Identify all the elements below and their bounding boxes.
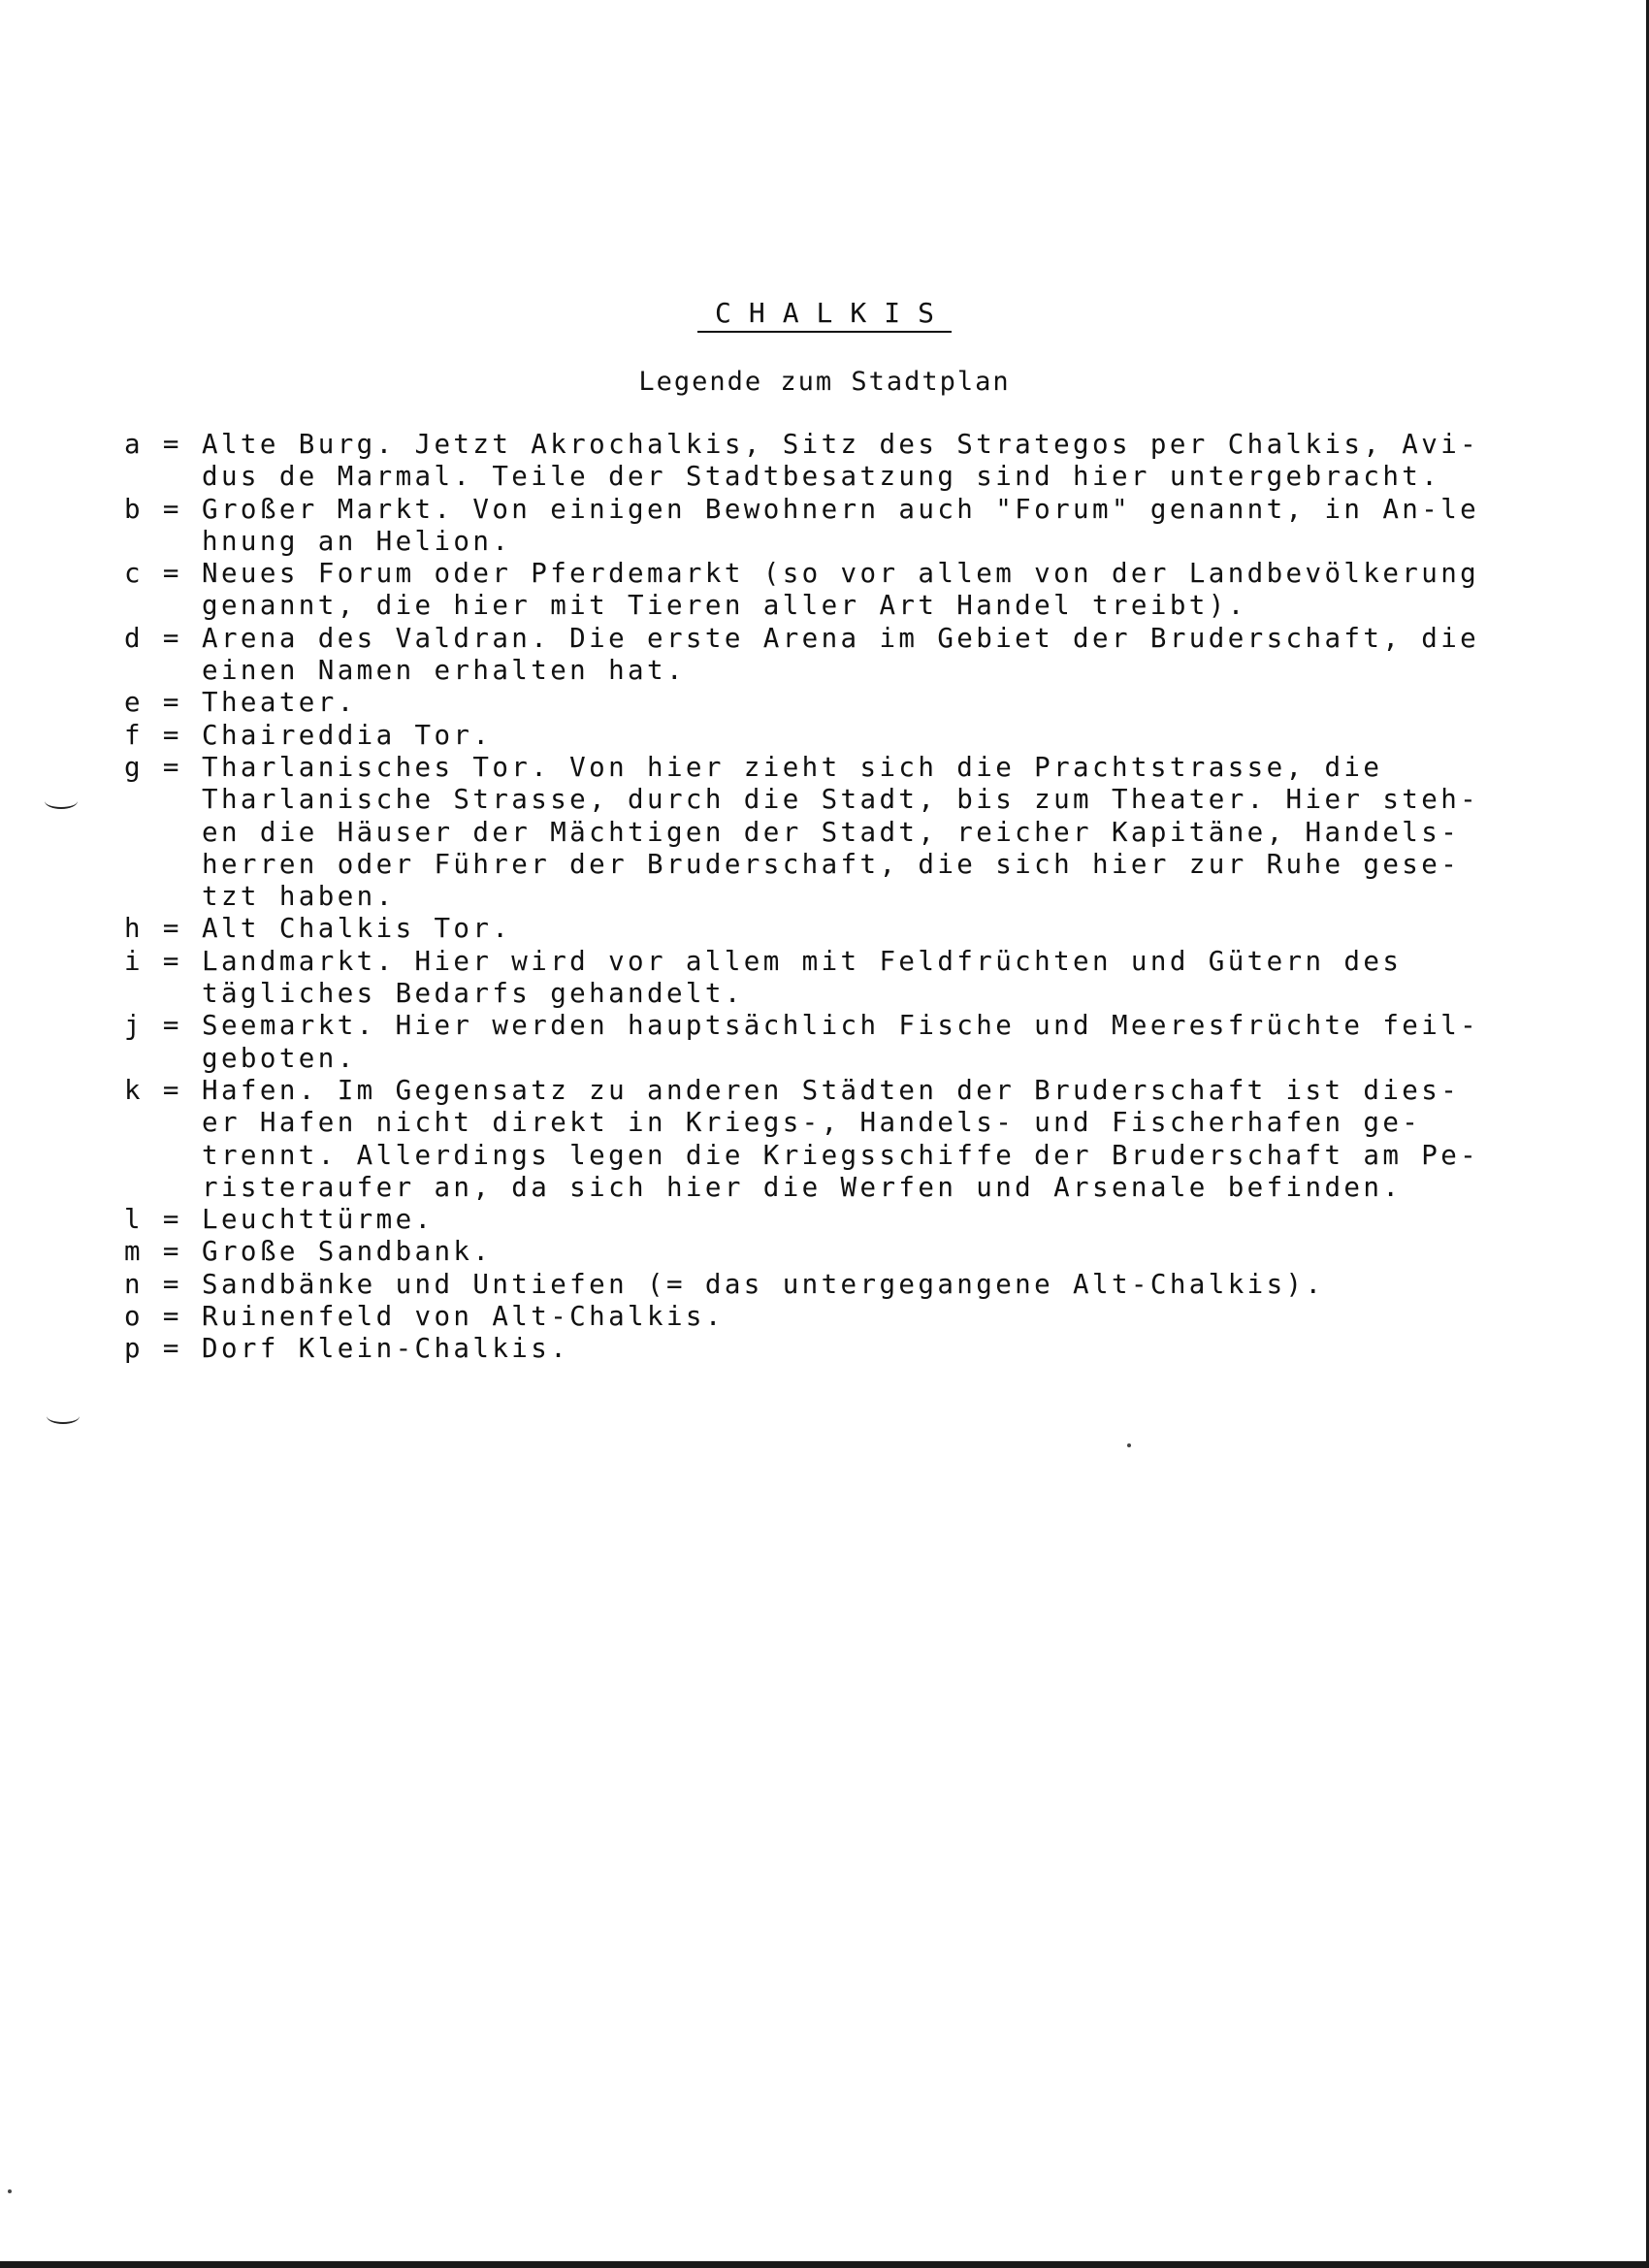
document-subtitle: Legende zum Stadtplan — [638, 367, 1011, 397]
legend-entry — [124, 720, 1502, 752]
document-title-text: CHALKIS — [697, 297, 952, 333]
legend-description-line: er Hafen nicht direkt in Kriegs-, Handels- und Fischerhafen ge- — [202, 1107, 1422, 1139]
legend-entry — [124, 429, 1502, 494]
legend-key: i = — [124, 945, 182, 977]
legend-key: d = — [124, 622, 182, 654]
legend-description-line: hnung an Helion. — [202, 525, 512, 557]
legend-description-line: Theater. — [202, 687, 357, 719]
legend-description — [202, 1301, 1502, 1333]
legend-list — [124, 429, 1502, 1366]
legend-entry — [124, 946, 1502, 1011]
legend-description-line: herren oder Führer der Bruderschaft, die sich hier zur Ruhe gese- — [202, 848, 1461, 880]
legend-key: k = — [124, 1074, 182, 1106]
legend-description-line: Tharlanisches Tor. Von hier zieht sich die Prachtstrasse, die — [202, 751, 1383, 783]
legend-key: m = — [124, 1236, 182, 1268]
legend-description — [202, 1269, 1502, 1301]
margin-pen-mark — [47, 1409, 80, 1424]
legend-key: a = — [124, 429, 182, 460]
legend-entry — [124, 687, 1502, 719]
speck — [8, 2189, 12, 2193]
legend-key: h = — [124, 913, 182, 945]
legend-entry — [124, 1333, 1502, 1365]
legend-description — [202, 1236, 1502, 1268]
legend-description — [202, 687, 1502, 719]
legend-entry — [124, 494, 1502, 559]
legend-entry — [124, 1236, 1502, 1268]
legend-entry — [124, 1301, 1502, 1333]
legend-entry — [124, 1204, 1502, 1236]
legend-description-line: Dorf Klein-Chalkis. — [202, 1333, 570, 1365]
page-edge-bottom — [0, 2261, 1649, 2268]
speck — [1127, 1443, 1131, 1447]
legend-description-line: Tharlanische Strasse, durch die Stadt, bis zum Theater. Hier steh- — [202, 784, 1480, 816]
legend-description-line: Sandbänke und Untiefen (= das untergegangene Alt-Chalkis). — [202, 1268, 1325, 1300]
legend-description-line: Alte Burg. Jetzt Akrochalkis, Sitz des Strategos per Chalkis, Avi- — [202, 429, 1480, 460]
legend-description-line: Großer Markt. Von einigen Bewohnern auch "Forum" genannt, in An-le — [202, 493, 1480, 525]
legend-description — [202, 1010, 1502, 1075]
legend-description-line: risteraufer an, da sich hier die Werfen und Arsenale befinden. — [202, 1171, 1403, 1203]
legend-description — [202, 752, 1502, 913]
legend-description-line: genannt, die hier mit Tieren aller Art Handel treibt). — [202, 590, 1247, 622]
legend-description-line: trennt. Allerdings legen die Kriegsschiffe der Bruderschaft am Pe- — [202, 1139, 1480, 1171]
legend-description-line: Chaireddia Tor. — [202, 719, 493, 751]
legend-entry — [124, 1010, 1502, 1075]
legend-description-line: tzt haben. — [202, 881, 396, 913]
legend-description-line: dus de Marmal. Teile der Stadtbesatzung sind hier untergebracht. — [202, 461, 1441, 493]
legend-description-line: Seemarkt. Hier werden hauptsächlich Fische und Meeresfrüchte feil- — [202, 1010, 1480, 1042]
legend-description — [202, 913, 1502, 945]
legend-description-line: Ruinenfeld von Alt-Chalkis. — [202, 1301, 725, 1333]
legend-description-line: Neues Forum oder Pferdemarkt (so vor allem von der Landbevölkerung — [202, 558, 1480, 590]
document-title — [0, 297, 1649, 329]
legend-key: c = — [124, 558, 182, 590]
legend-key: l = — [124, 1204, 182, 1236]
legend-description — [202, 720, 1502, 752]
legend-key: p = — [124, 1333, 182, 1365]
legend-description — [202, 494, 1502, 559]
legend-key: j = — [124, 1010, 182, 1042]
legend-description-line: Leuchttürme. — [202, 1204, 435, 1236]
legend-entry — [124, 913, 1502, 945]
legend-description-line: einen Namen erhalten hat. — [202, 655, 686, 687]
legend-key: g = — [124, 751, 182, 783]
legend-entry — [124, 752, 1502, 913]
legend-description-line: Große Sandbank. — [202, 1236, 493, 1268]
legend-description-line: tägliches Bedarfs gehandelt. — [202, 978, 744, 1010]
legend-entry — [124, 623, 1502, 688]
legend-description-line: Arena des Valdran. Die erste Arena im Gebiet der Bruderschaft, die — [202, 622, 1480, 654]
legend-description — [202, 946, 1502, 1011]
legend-description-line: geboten. — [202, 1042, 357, 1074]
legend-description — [202, 1204, 1502, 1236]
legend-key: f = — [124, 719, 182, 751]
legend-key: o = — [124, 1301, 182, 1333]
legend-description-line: Hafen. Im Gegensatz zu anderen Städten der Bruderschaft ist dies- — [202, 1074, 1461, 1106]
legend-description-line: en die Häuser der Mächtigen der Stadt, reicher Kapitäne, Handels- — [202, 816, 1461, 848]
legend-description — [202, 429, 1502, 494]
legend-description — [202, 1333, 1502, 1365]
legend-entry — [124, 1269, 1502, 1301]
legend-entry — [124, 1075, 1502, 1204]
legend-entry — [124, 558, 1502, 623]
legend-key: e = — [124, 687, 182, 719]
legend-description — [202, 1075, 1502, 1204]
margin-pen-mark — [45, 794, 78, 809]
legend-description-line: Landmarkt. Hier wird vor allem mit Feldfrüchten und Gütern des — [202, 945, 1403, 977]
legend-key: n = — [124, 1268, 182, 1300]
legend-description — [202, 558, 1502, 623]
legend-description-line: Alt Chalkis Tor. — [202, 913, 512, 945]
legend-description — [202, 623, 1502, 688]
legend-key: b = — [124, 493, 182, 525]
